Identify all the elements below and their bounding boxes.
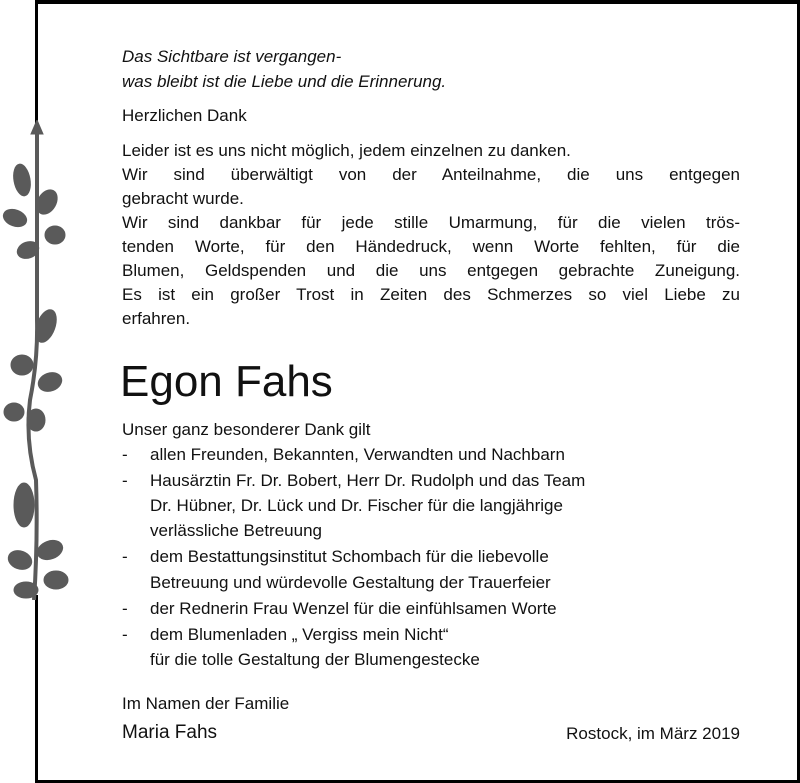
thanks-item: für die tolle Gestaltung der Blumengestecke <box>150 650 480 669</box>
paragraph-line: erfahren. <box>122 309 191 328</box>
bullet: - <box>122 445 128 464</box>
thanks-item: Dr. Hübner, Dr. Lück und Dr. Fischer für die langjährige <box>150 496 563 515</box>
closing: Im Namen der Familie <box>122 694 290 713</box>
thanks-item: verlässliche Betreuung <box>150 521 322 540</box>
paragraph-line: Leider ist es uns nicht möglich, jedem einzelnen zu danken. <box>122 141 571 160</box>
thanks-intro: Unser ganz besonderer Dank gilt <box>122 420 371 439</box>
thanks-item: Hausärztin Fr. Dr. Bobert, Herr Dr. Rudolph und das Team <box>150 471 586 490</box>
paragraph-line: Es ist ein großer Trost in Zeiten des Schmerzes so viel Liebe zu <box>122 285 740 304</box>
thanks-item: Betreuung und würdevolle Gestaltung der Trauerfeier <box>150 573 551 592</box>
paragraph-line: Wir sind dankbar für jede stille Umarmung, für die vielen trös- <box>122 213 740 232</box>
thanks-item: allen Freunden, Bekannten, Verwandten und Nachbarn <box>150 445 565 464</box>
bullet: - <box>122 547 128 566</box>
thanks-item: der Rednerin Frau Wenzel für die einfühlsamen Worte <box>150 599 557 618</box>
thanks-item: dem Blumenladen „ Vergiss mein Nicht“ <box>150 625 449 644</box>
deceased-name: Egon Fahs <box>120 357 333 406</box>
bullet: - <box>122 625 128 644</box>
bullet: - <box>122 471 128 490</box>
paragraph-line: tenden Worte, für den Händedruck, wenn Worte fehlten, für die <box>122 237 740 256</box>
signature: Maria Fahs <box>122 722 218 743</box>
motto-line: Das Sichtbare ist vergangen- <box>122 47 342 66</box>
paragraph-line: gebracht wurde. <box>122 189 244 208</box>
ivy-vine-ornament <box>0 120 80 600</box>
place-date: Rostock, im März 2019 <box>566 724 740 743</box>
motto-line: was bleibt ist die Liebe und die Erinnerung. <box>122 72 447 91</box>
thanks-item: dem Bestattungsinstitut Schombach für die liebevolle <box>150 547 549 566</box>
heading: Herzlichen Dank <box>122 106 247 125</box>
paragraph-line: Blumen, Geldspenden und die uns entgegen gebrachte Zuneigung. <box>122 261 740 280</box>
paragraph-line: Wir sind überwältigt von der Anteilnahme, die uns entgegen <box>122 165 740 184</box>
bullet: - <box>122 599 128 618</box>
